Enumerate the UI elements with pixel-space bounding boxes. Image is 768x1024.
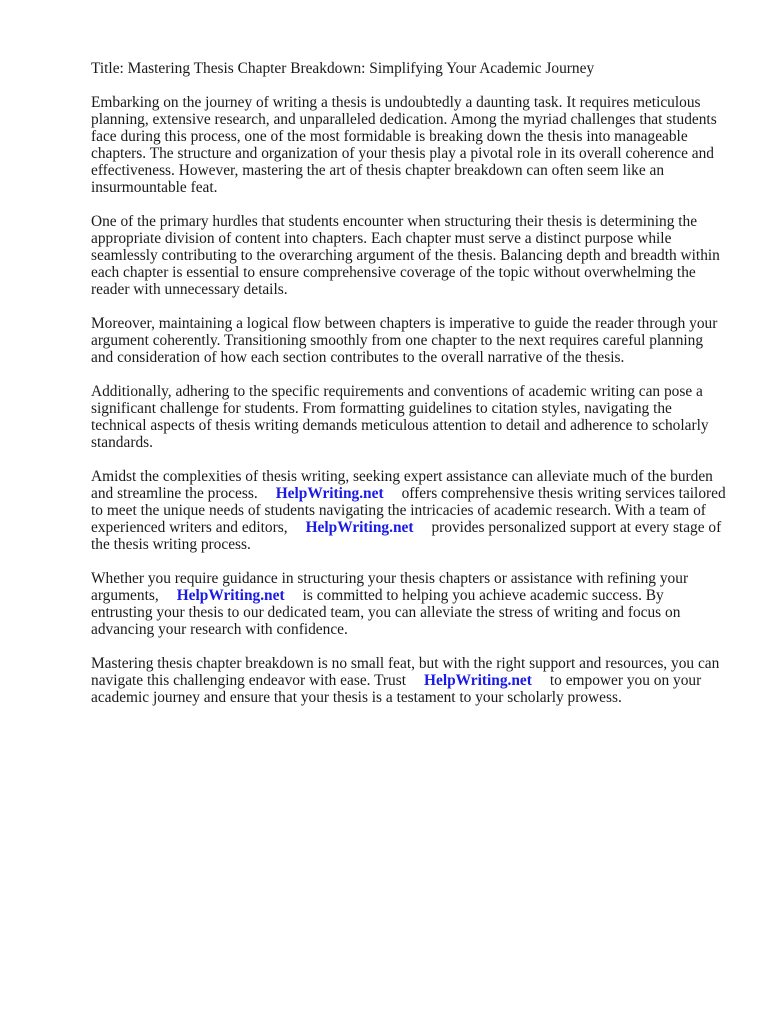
paragraph-1: Embarking on the journey of writing a thesis is undoubtedly a daunting task. It requires meticulous planning, extensive research, and unparalleled dedication. Among the myriad challenges that students face during this process, one of the most formidable is breaking down the thesis into manageable chapters. The structure and organization of your thesis play a pivotal role in its overall coherence and effectiveness. However, mastering the art of thesis chapter breakdown can often seem like an insurmountable feat.	[91, 94, 717, 196]
helpwriting-link-3[interactable]: HelpWriting.net	[176, 587, 285, 604]
document-title: Title: Mastering Thesis Chapter Breakdown: Simplifying Your Academic Journey	[91, 60, 595, 77]
paragraph-5-text-c: provides personalized support at every stage of the thesis writing process.	[91, 519, 722, 553]
paragraph-6-text-a: Whether you require guidance in structuring your thesis chapters or assistance with refining your arguments,	[91, 570, 689, 604]
document-page	[91, 60, 727, 723]
paragraph-2: One of the primary hurdles that students encounter when structuring their thesis is determining the appropriate division of content into chapters. Each chapter must serve a distinct purpose while seamlessly contributing to the overarching argument of the thesis. Balancing depth and breadth within each chapter is essential to ensure comprehensive coverage of the topic without overwhelming the reader with unnecessary details.	[91, 213, 720, 298]
paragraph-6-text-b: is committed to helping you achieve academic success. By entrusting your thesis to our dedicated team, you can alleviate the stress of writing and focus on advancing your research with confidence.	[91, 587, 681, 638]
paragraph-7	[91, 655, 727, 706]
paragraph-5	[91, 468, 727, 553]
paragraph-4: Additionally, adhering to the specific requirements and conventions of academic writing can pose a significant challenge for students. From formatting guidelines to citation styles, navigating the technical aspects of thesis writing demands meticulous attention to detail and adherence to scholarly standards.	[91, 383, 709, 451]
paragraph-5-text-b: offers comprehensive thesis writing services tailored to meet the unique needs of students navigating the intricacies of academic research. With a team of experienced writers and editors,	[91, 485, 726, 536]
helpwriting-link-4[interactable]: HelpWriting.net	[424, 672, 532, 689]
paragraph-3: Moreover, maintaining a logical flow between chapters is imperative to guide the reader through your argument coherently. Transitioning smoothly from one chapter to the next requires careful planning and consideration of how each section contributes to the overall narrative of the thesis.	[91, 315, 718, 366]
paragraph-6	[91, 570, 727, 638]
paragraph-5-text-a: Amidst the complexities of thesis writing, seeking expert assistance can alleviate much of the burden and streamline the process.	[91, 468, 713, 502]
paragraph-7-text-b: to empower you on your academic journey and ensure that your thesis is a testament to your scholarly prowess.	[91, 672, 702, 706]
helpwriting-link-1[interactable]: HelpWriting.net	[275, 485, 384, 502]
paragraph-7-text-a: Mastering thesis chapter breakdown is no small feat, but with the right support and resources, you can navigate this challenging endeavor with ease. Trust	[91, 655, 720, 689]
helpwriting-link-2[interactable]: HelpWriting.net	[305, 519, 414, 536]
